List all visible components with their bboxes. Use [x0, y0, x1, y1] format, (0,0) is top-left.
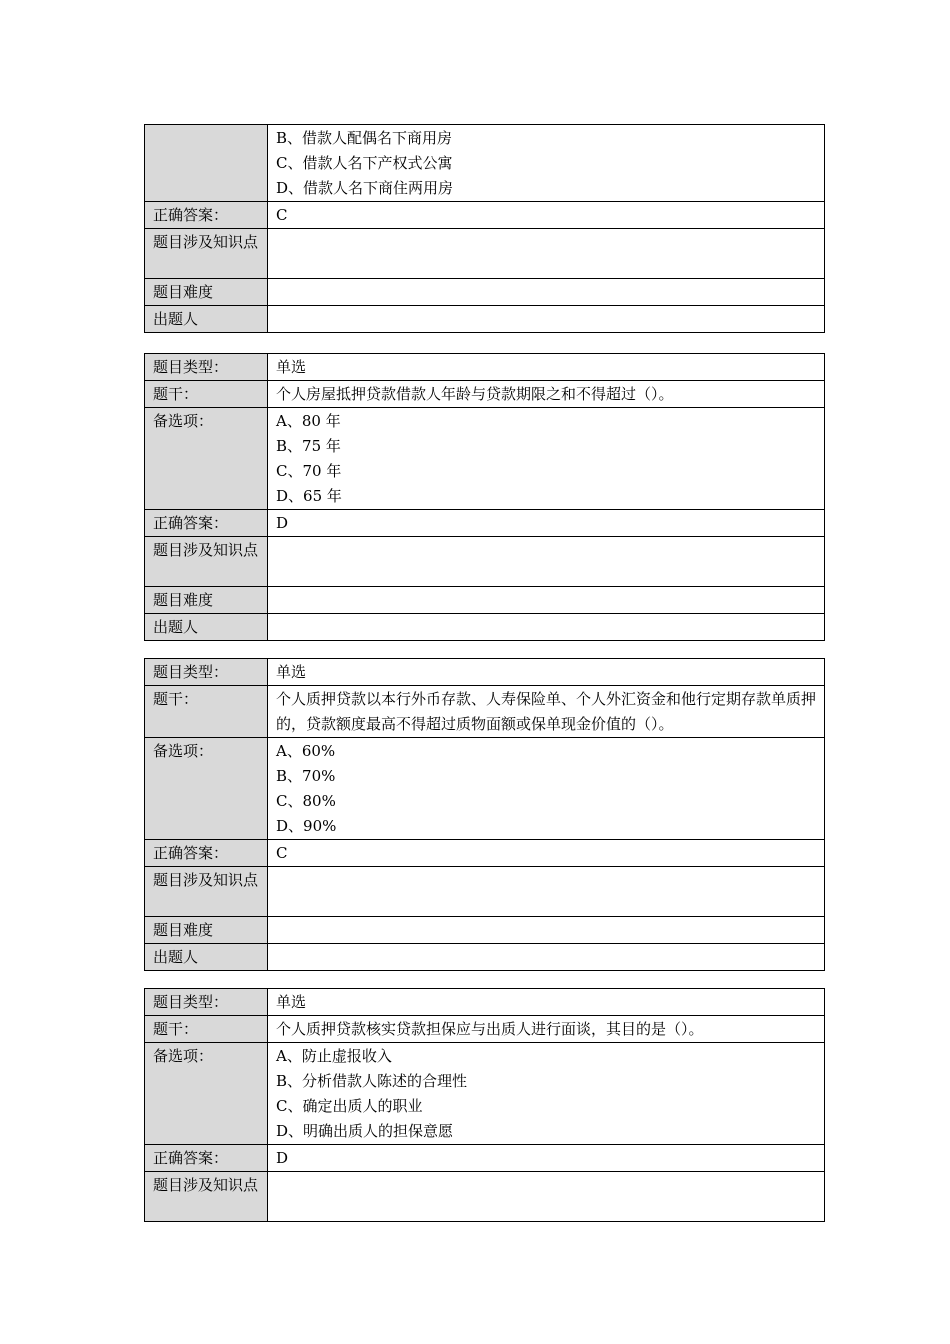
knowledge-value — [268, 867, 825, 917]
options-label: 备选项： — [145, 1043, 268, 1145]
option-b: B、分析借款人陈述的合理性 — [276, 1072, 468, 1090]
difficulty-row — [145, 587, 825, 614]
answer-value: C — [268, 202, 825, 229]
type-value: 单选 — [268, 989, 825, 1016]
type-value: 单选 — [268, 659, 825, 686]
answer-row — [145, 840, 825, 867]
stem-row — [145, 686, 825, 738]
answer-value: D — [268, 510, 825, 537]
options-row — [145, 738, 825, 840]
option-a: A、60% — [276, 742, 336, 760]
stem-value: 个人房屋抵押贷款借款人年龄与贷款期限之和不得超过（）。 — [268, 381, 825, 408]
author-value — [268, 944, 825, 971]
stem-value: 个人质押贷款以本行外币存款、人寿保险单、个人外汇资金和他行定期存款单质押的，贷款额度最高不得超过质物面额或保单现金价值的（）。 — [268, 686, 825, 738]
option-a: A、防止虚报收入 — [276, 1047, 392, 1065]
option-d: D、90% — [276, 817, 337, 835]
knowledge-label: 题目涉及知识点 — [145, 867, 268, 917]
option-d: D、借款人名下商住两用房 — [276, 179, 454, 197]
option-b: B、借款人配偶名下商用房 — [276, 129, 453, 147]
author-value — [268, 614, 825, 641]
knowledge-row — [145, 867, 825, 917]
options-cell — [268, 738, 825, 840]
stem-row — [145, 381, 825, 408]
type-row — [145, 354, 825, 381]
author-label: 出题人 — [145, 614, 268, 641]
stem-label: 题干： — [145, 686, 268, 738]
type-label: 题目类型： — [145, 354, 268, 381]
option-a: A、80 年 — [276, 412, 341, 430]
answer-value: D — [268, 1145, 825, 1172]
author-label: 出题人 — [145, 944, 268, 971]
type-row — [145, 989, 825, 1016]
difficulty-value — [268, 587, 825, 614]
difficulty-label: 题目难度 — [145, 279, 268, 306]
option-c: C、80% — [276, 792, 336, 810]
answer-label: 正确答案： — [145, 202, 268, 229]
question-table-4 — [144, 988, 825, 1222]
difficulty-row — [145, 917, 825, 944]
stem-label: 题干： — [145, 1016, 268, 1043]
knowledge-row — [145, 229, 825, 279]
answer-value: C — [268, 840, 825, 867]
option-b: B、70% — [276, 767, 336, 785]
options-label-cell — [145, 125, 268, 202]
author-label: 出题人 — [145, 306, 268, 333]
type-label: 题目类型： — [145, 989, 268, 1016]
question-table-3 — [144, 658, 825, 971]
knowledge-label: 题目涉及知识点 — [145, 229, 268, 279]
difficulty-row — [145, 279, 825, 306]
option-c: C、70 年 — [276, 462, 342, 480]
type-row — [145, 659, 825, 686]
type-label: 题目类型： — [145, 659, 268, 686]
question-table-2 — [144, 353, 825, 641]
knowledge-label: 题目涉及知识点 — [145, 537, 268, 587]
options-cell — [268, 125, 825, 202]
option-b: B、75 年 — [276, 437, 341, 455]
options-cell — [268, 1043, 825, 1145]
options-cell — [268, 408, 825, 510]
answer-label: 正确答案： — [145, 510, 268, 537]
options-row — [145, 1043, 825, 1145]
option-d: D、65 年 — [276, 487, 342, 505]
knowledge-value — [268, 1172, 825, 1222]
difficulty-value — [268, 279, 825, 306]
author-row — [145, 614, 825, 641]
option-c: C、借款人名下产权式公寓 — [276, 154, 453, 172]
option-c: C、确定出质人的职业 — [276, 1097, 423, 1115]
difficulty-label: 题目难度 — [145, 917, 268, 944]
knowledge-label: 题目涉及知识点 — [145, 1172, 268, 1222]
knowledge-row — [145, 537, 825, 587]
question-table-1 — [144, 124, 825, 333]
answer-label: 正确答案： — [145, 840, 268, 867]
stem-label: 题干： — [145, 381, 268, 408]
stem-row — [145, 1016, 825, 1043]
author-row — [145, 944, 825, 971]
options-row — [145, 125, 825, 202]
answer-row — [145, 510, 825, 537]
difficulty-label: 题目难度 — [145, 587, 268, 614]
answer-row — [145, 1145, 825, 1172]
option-d: D、明确出质人的担保意愿 — [276, 1122, 454, 1140]
options-label: 备选项： — [145, 408, 268, 510]
author-row — [145, 306, 825, 333]
knowledge-value — [268, 229, 825, 279]
stem-value: 个人质押贷款核实贷款担保应与出质人进行面谈，其目的是（）。 — [268, 1016, 825, 1043]
knowledge-row — [145, 1172, 825, 1222]
answer-row — [145, 202, 825, 229]
answer-label: 正确答案： — [145, 1145, 268, 1172]
author-value — [268, 306, 825, 333]
options-row — [145, 408, 825, 510]
knowledge-value — [268, 537, 825, 587]
type-value: 单选 — [268, 354, 825, 381]
difficulty-value — [268, 917, 825, 944]
options-label: 备选项： — [145, 738, 268, 840]
